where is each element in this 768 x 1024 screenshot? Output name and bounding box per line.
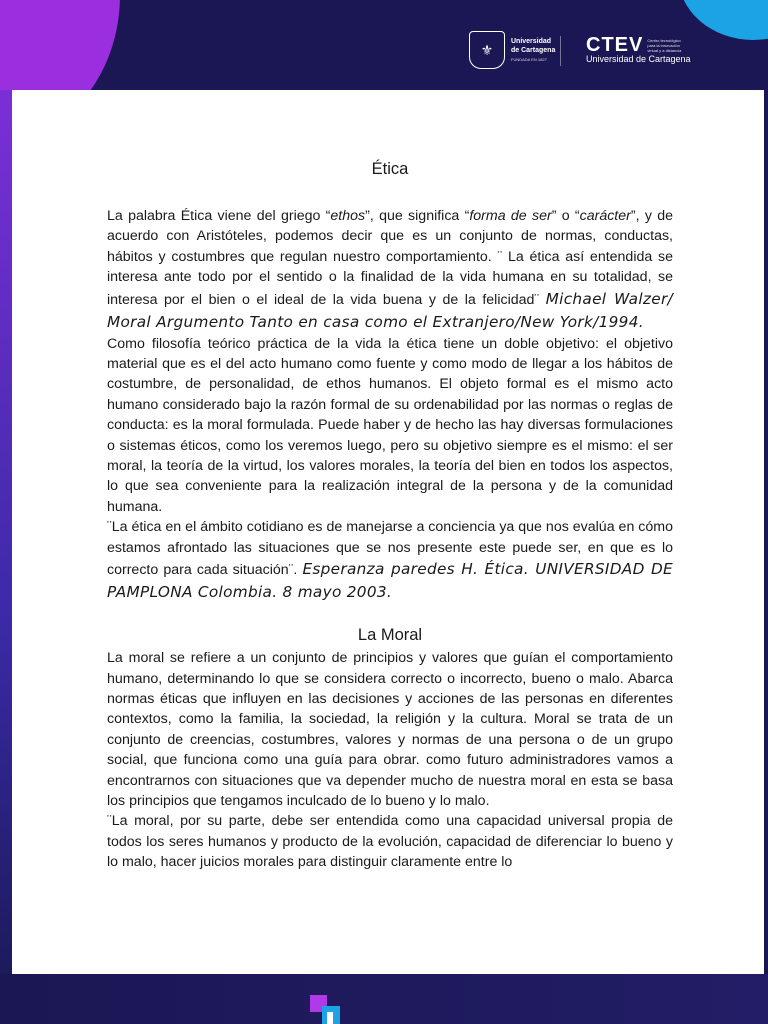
paragraph-etica-cotidiano xyxy=(107,517,673,604)
p3-text: ¨La ética en el ámbito cotidiano es de manejarse a conciencia ya que nos evalúa en cómo estamos afrontado las situaciones que se nos presente este puede ser, en que es lo correcto para cada situación¨. xyxy=(107,519,673,579)
document-page xyxy=(12,90,764,974)
universidad-de-cartagena-logo xyxy=(469,30,555,70)
citation-walzer: Michael Walzer/ Moral Argumento Tanto en casa como el Extranjero/New York/1994. xyxy=(107,289,673,331)
p1-text-g: ”, y de acuerdo con Aristóteles, podemos decir que es un conjunto de normas, conductas, hábitos y costumbres que regulan nuestro comportamiento. ¨ La ética así entendida se interesa ante todo por el sentido o la finalidad de la vida humana en su totalidad, se interesa por el bien o el ideal de la vida buena y de la felicidad¨ xyxy=(107,208,673,308)
p1-text-c: ”, que significa “ xyxy=(365,208,470,224)
udc-logo-line1: Universidad xyxy=(511,37,552,45)
p1-text-e: ” o “ xyxy=(551,208,580,224)
udc-logo-line2: de Cartagena xyxy=(511,46,556,54)
citation-paredes: Esperanza paredes H. Ética. UNIVERSIDAD DE PAMPLONA Colombia. 8 mayo 2003. xyxy=(107,560,673,602)
decorative-white-square xyxy=(327,1012,333,1024)
document-content xyxy=(107,158,673,873)
p1-ethos: ethos xyxy=(330,208,366,224)
section-title-la-moral: La Moral xyxy=(357,626,423,645)
paragraph-etica-definition xyxy=(107,206,673,334)
ctev-subtitle: Universidad de Cartagena xyxy=(586,54,691,64)
p1-forma-de-ser: forma de ser xyxy=(469,208,552,224)
paragraph-moral-definition: La moral se refiere a un conjunto de principios y valores que guían el comportamiento humano, determinando lo que se considera correcto o incorrecto, bueno o malo. Abarca normas éticas que influyen en las decisiones y acciones de las personas en diferentes contextos, como la familia, la sociedad, la religión y la cultura. Moral se trata de un conjunto de creencias, costumbres, valores y normas de una persona o de un grupo social, que funciona como una guía para obrar. como futuro administradores vamos a encontrarnos con situaciones que va depender mucho de nuestra moral en esta se basa los principios que tengamos inculcado de lo bueno y lo malo. xyxy=(107,650,673,809)
p1-text-a: La palabra Ética viene del griego “ xyxy=(107,208,331,224)
paragraph-etica-objetivo: Como filosofía teórico práctica de la vida la ética tiene un doble objetivo: el objetivo material que es el del acto humano como fuente y como modo de llegar a los hábitos de costumbre, de personalidad, de ethos humanos. El objeto formal es el mismo acto humano considerado bajo la razón formal de su ordenabilidad por las normas o reglas de conducta: es la moral formulada. Puede haber y de hecho las hay diversas formulaciones o sistemas éticos, como los veremos luego, pero su objetivo siempre es el mismo: el ser moral, la teoría de la virtud, los valores morales, la teoría del bien en todos los aspectos, lo que sea conveniente para la realización integral de la persona y de la comunidad humana. xyxy=(107,335,673,515)
left-side-stripe xyxy=(0,90,12,974)
logo-divider xyxy=(560,36,561,66)
right-side-stripe xyxy=(764,90,768,974)
document-title: Ética xyxy=(371,160,409,178)
paragraph-moral-universal: ¨La moral, por su parte, debe ser entendida como una capacidad universal propia de todos los seres humanos y producto de la evolución, capacidad de diferenciar lo bueno y lo malo, hacer juicios morales para distinguir claramente entre lo xyxy=(107,813,673,871)
page-header xyxy=(0,0,768,90)
ctev-tagline: Centro tecnológico para la innovación virtual y a distancia xyxy=(647,37,682,53)
ctev-logo xyxy=(586,36,691,65)
p1-caracter: carácter xyxy=(579,208,631,224)
university-seal-icon: ⚜ xyxy=(469,31,505,69)
udc-logo-founded: FUNDADA EN 1827 xyxy=(511,56,547,62)
ctev-acronym: CTEV xyxy=(586,34,644,56)
bottom-bar xyxy=(0,974,768,1024)
